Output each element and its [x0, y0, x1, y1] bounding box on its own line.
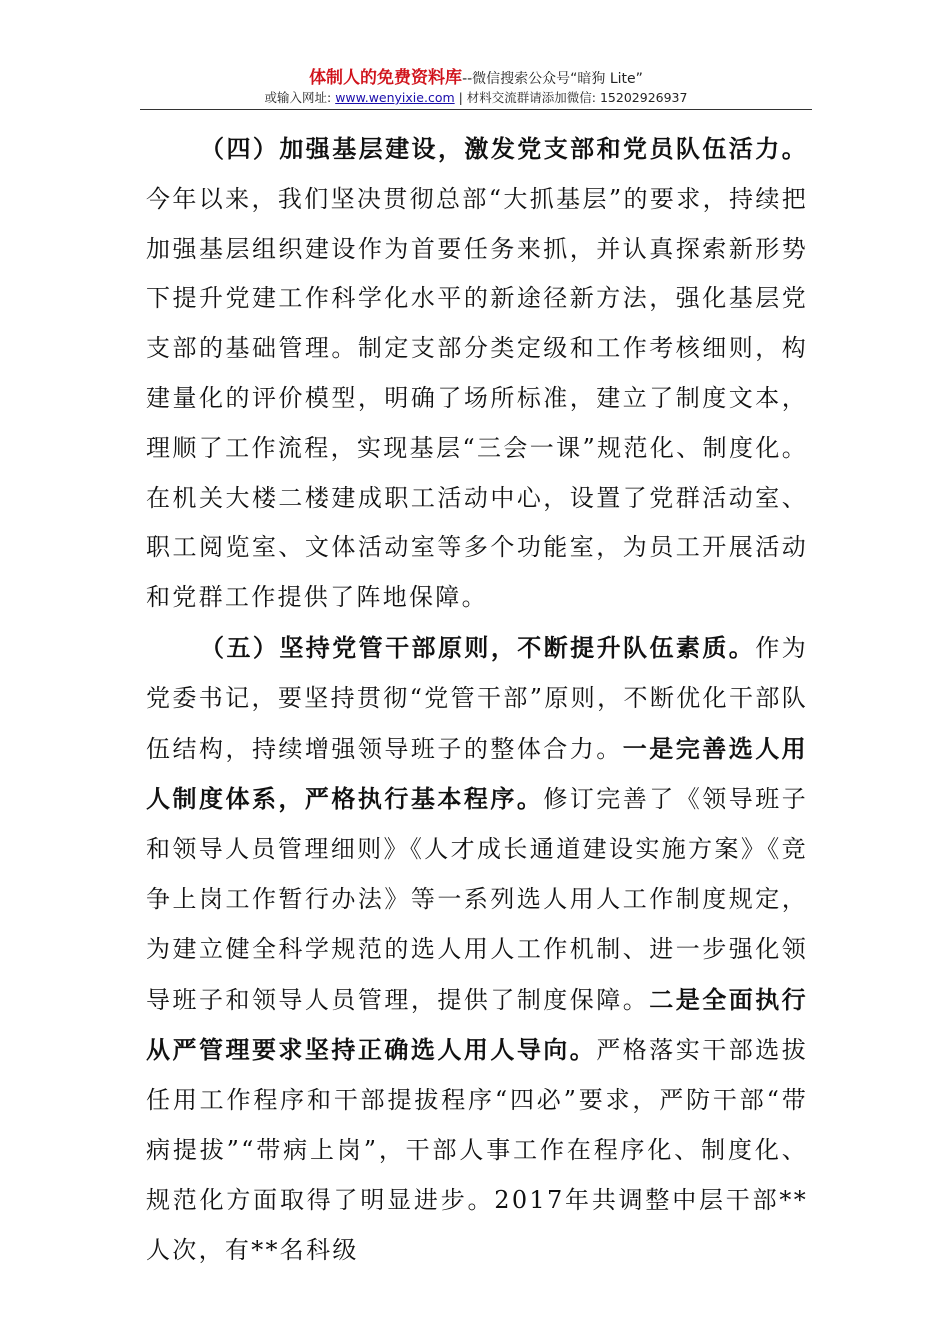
header-contact-line [140, 89, 812, 107]
section-4-heading: （四）加强基层建设，激发党支部和党员队伍活力。 [200, 134, 808, 163]
header-url-prefix: 或输入网址: [264, 90, 336, 105]
section-4-text: 今年以来，我们坚决贯彻总部“大抓基层”的要求，持续把加强基层组织建设作为首要任务来抓，并认真探索新形势下提升党建工作科学化水平的新途径新方法，强化基层党支部的基础管理。制定支部分类定级和工作考核细则，构建量化的评价模型，明确了场所标准，建立了制度文本，理顺了工作流程，实现基层“三会一课”规范化、制度化。在机关大楼二楼建成职工活动中心，设置了党群活动室、职工阅览室、文体活动室等多个功能室，为员工开展活动和党群工作提供了阵地保障。 [146, 184, 808, 612]
header-divider [140, 109, 812, 110]
section-5-text-3: 严格落实干部选拔任用工作程序和干部提拔程序“四必”要求，严防干部“带病提拔”“带病上岗”，干部人事工作在程序化、制度化、规范化方面取得了明显进步。2017年共调整中层干部**人次，有**名科级 [146, 1036, 808, 1264]
header-url-link[interactable]: www.wenyixie.com [335, 90, 455, 105]
section-5-heading: （五）坚持党管干部原则，不断提升队伍素质。 [200, 632, 756, 662]
header-contact: | 材料交流群请添加微信: 15202926937 [454, 90, 688, 105]
header-brand: 体制人的免费资料库 [309, 68, 463, 88]
page-header [140, 68, 812, 107]
section-5-text-1: 作为党委书记，要坚持贯彻“党管干部”原则，不断优化干部队伍结构，持续增强领导班子的整体合力。 [146, 633, 808, 763]
section-5-text-2: 修订完善了《领导班子和领导人员管理细则》《人才成长通道建设实施方案》《竞争上岗工作暂行办法》等一系列选人用人工作制度规定，为建立健全科学规范的选人用人工作机制、进一步强化领导班子和领导人员管理，提供了制度保障。 [146, 785, 808, 1014]
section-5-point-2: 二是全面执行从严管理要求坚持正确选人用人导向。 [146, 984, 808, 1065]
paragraph-section-4 [146, 124, 808, 623]
header-banner [140, 68, 812, 89]
section-5-point-1: 一是完善选人用人制度体系，严格执行基本程序。 [146, 733, 808, 814]
paragraph-section-5 [146, 623, 808, 1275]
document-body [146, 124, 808, 1275]
header-tagline: --微信搜索公众号“暗狗 Lite” [462, 71, 643, 87]
